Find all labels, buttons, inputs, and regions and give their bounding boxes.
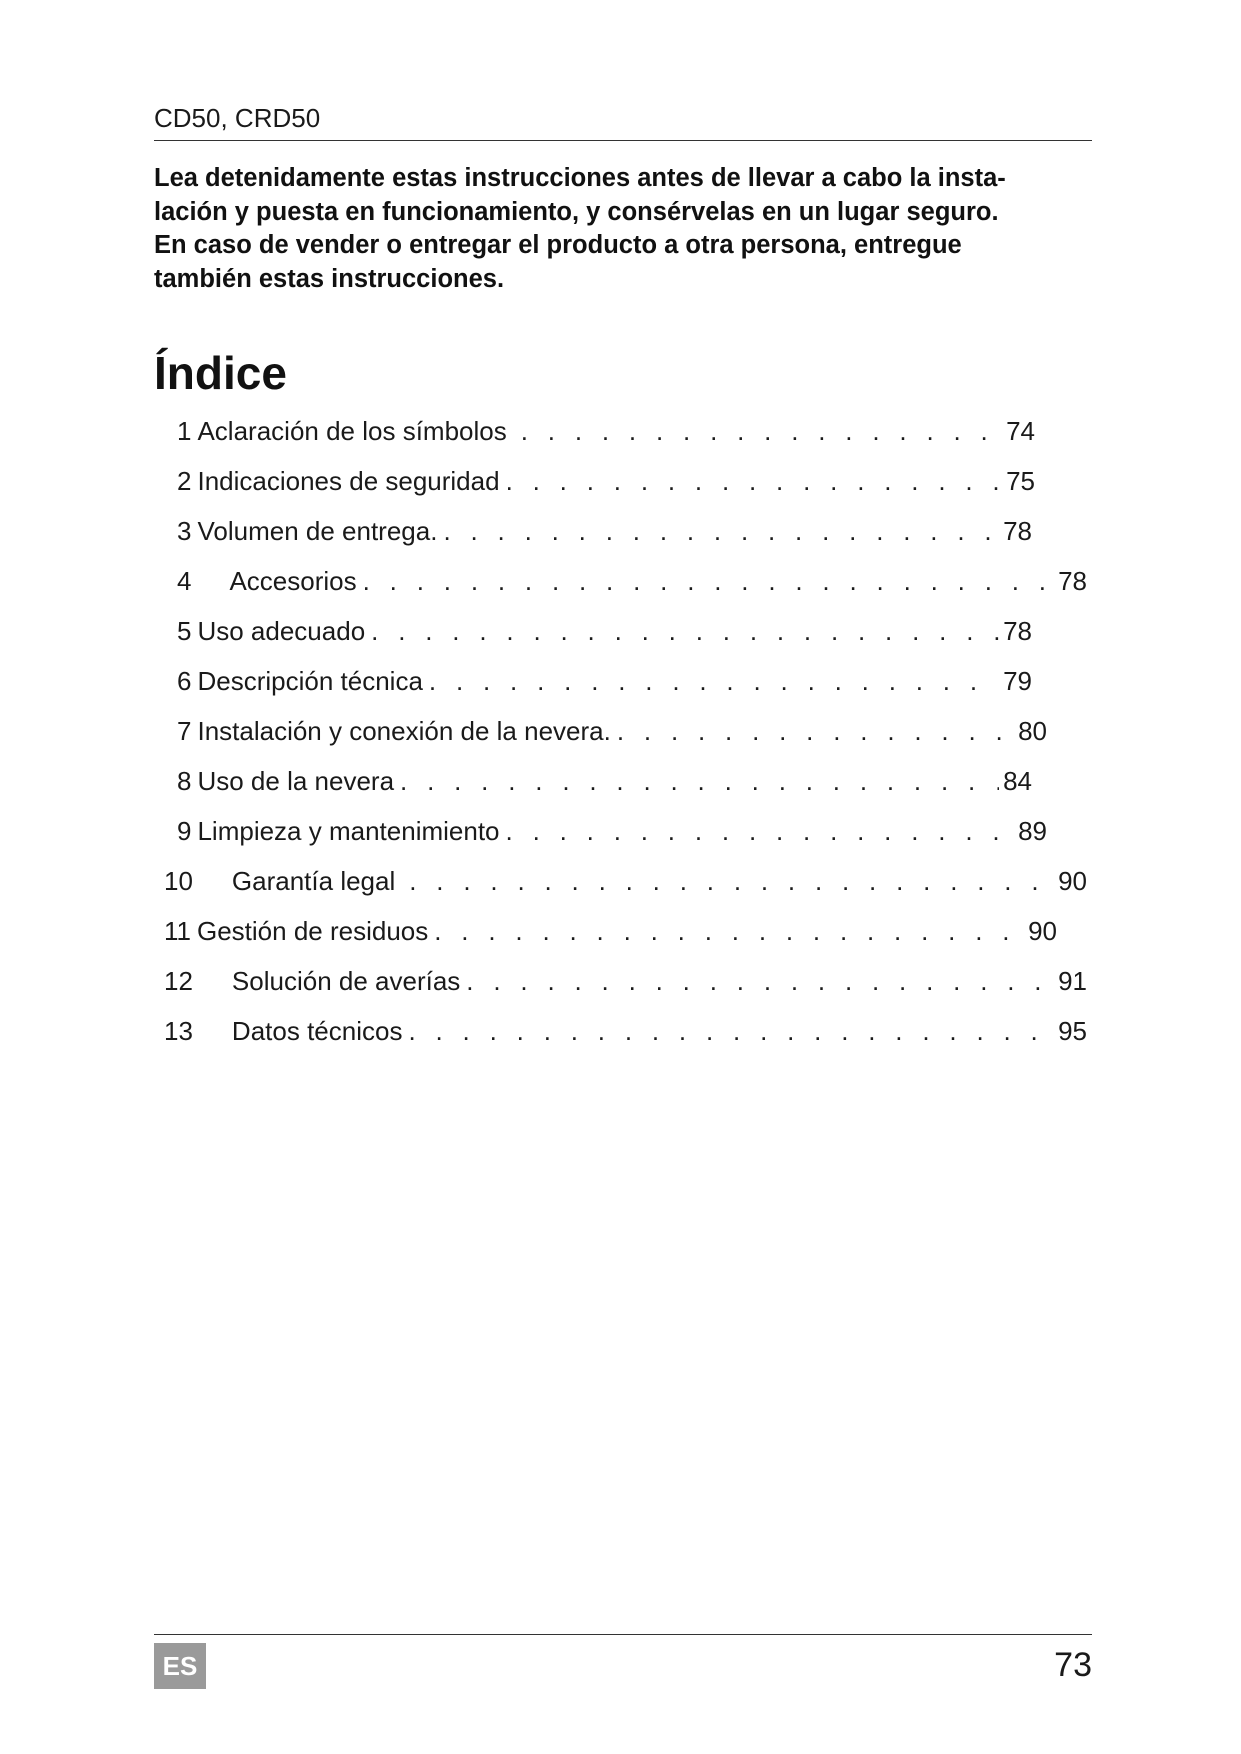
toc-entry-page: 78 bbox=[1058, 566, 1087, 596]
toc-entry-2[interactable] bbox=[177, 461, 1035, 501]
intro-line: Lea detenidamente estas instrucciones antes de llevar a cabo la insta- bbox=[154, 164, 1006, 192]
toc-entry-page: 89 bbox=[1018, 816, 1047, 846]
toc-entry-number: 9 bbox=[177, 816, 192, 846]
toc-entry-7[interactable] bbox=[177, 711, 1047, 751]
intro-notice bbox=[154, 162, 1094, 296]
toc-entry-number: 8 bbox=[177, 766, 192, 796]
toc-entry-title: Datos técnicos bbox=[231, 1016, 403, 1046]
toc-entry-1[interactable] bbox=[177, 411, 1035, 451]
toc-entry-page: 79 bbox=[1003, 666, 1032, 696]
toc-entry-title: Uso adecuado bbox=[197, 616, 366, 646]
dot-leader bbox=[400, 761, 999, 801]
toc-entry-title: Garantía legal bbox=[231, 866, 396, 896]
toc-entry-10[interactable] bbox=[164, 861, 1087, 901]
toc-entry-title: Indicaciones de seguridad bbox=[197, 466, 500, 496]
dot-leader bbox=[617, 711, 1014, 751]
toc-entry-number: 10 bbox=[164, 866, 193, 896]
product-model-title: CD50, CRD50 bbox=[154, 103, 321, 133]
dot-leader bbox=[506, 811, 1015, 851]
toc-entry-number: 2 bbox=[177, 466, 192, 496]
dot-leader bbox=[363, 561, 1054, 601]
toc-entry-11[interactable] bbox=[164, 911, 1057, 951]
toc-entry-page: 84 bbox=[1003, 766, 1032, 796]
page-header bbox=[154, 102, 1092, 141]
toc-entry-number: 7 bbox=[177, 716, 192, 746]
toc-entry-number: 13 bbox=[164, 1016, 193, 1046]
toc-entry-title: Descripción técnica bbox=[197, 666, 423, 696]
dot-leader bbox=[409, 861, 1054, 901]
toc-entry-8[interactable] bbox=[177, 761, 1032, 801]
dot-leader bbox=[466, 961, 1054, 1001]
toc-entry-number: 1 bbox=[177, 416, 192, 446]
dot-leader bbox=[521, 411, 1002, 451]
page-number: 73 bbox=[1054, 1646, 1092, 1684]
toc-entry-6[interactable] bbox=[177, 661, 1032, 701]
toc-entry-page: 80 bbox=[1018, 716, 1047, 746]
toc-entry-3[interactable] bbox=[177, 511, 1032, 551]
toc-entry-12[interactable] bbox=[164, 961, 1087, 1001]
intro-line: también estas instrucciones. bbox=[154, 264, 505, 293]
toc-entry-number: 4 bbox=[177, 566, 192, 596]
toc-entry-title: Gestión de residuos bbox=[197, 916, 429, 946]
dot-leader bbox=[371, 611, 999, 651]
toc-entry-number: 12 bbox=[164, 966, 193, 996]
dot-leader bbox=[429, 661, 999, 701]
dot-leader bbox=[506, 461, 1003, 501]
toc-entry-title: Uso de la nevera bbox=[197, 766, 395, 796]
toc-entry-9[interactable] bbox=[177, 811, 1047, 851]
toc-entry-title: Aclaración de los símbolos bbox=[197, 416, 507, 446]
toc-entry-page: 75 bbox=[1006, 466, 1035, 496]
intro-line: En caso de vender o entregar el producto a otra persona, entregue bbox=[154, 231, 962, 259]
toc-entry-5[interactable] bbox=[177, 611, 1032, 651]
toc-entry-number: 6 bbox=[177, 666, 192, 696]
toc-entry-title: Accesorios bbox=[229, 566, 357, 596]
toc-entry-number: 5 bbox=[177, 616, 192, 646]
toc-entry-page: 95 bbox=[1058, 1016, 1087, 1046]
toc-entry-13[interactable] bbox=[164, 1011, 1087, 1051]
toc-entry-page: 78 bbox=[1003, 516, 1032, 546]
toc-entry-page: 91 bbox=[1058, 966, 1087, 996]
dot-leader bbox=[443, 511, 999, 551]
toc-entry-page: 90 bbox=[1058, 866, 1087, 896]
toc-entry-page: 90 bbox=[1028, 916, 1057, 946]
toc-entry-4[interactable] bbox=[177, 561, 1087, 601]
toc-entry-number: 11 bbox=[164, 916, 191, 946]
page-footer bbox=[154, 1634, 1092, 1695]
dot-leader bbox=[434, 911, 1024, 951]
toc-entry-page: 74 bbox=[1006, 416, 1035, 446]
toc-entry-title: Solución de averías bbox=[231, 966, 461, 996]
toc-entry-page: 78 bbox=[1003, 616, 1032, 646]
toc-entry-title: Instalación y conexión de la nevera. bbox=[197, 716, 611, 746]
language-badge: ES bbox=[154, 1643, 206, 1689]
toc-entry-number: 3 bbox=[177, 516, 192, 546]
toc-entry-title: Volumen de entrega. bbox=[197, 516, 438, 546]
intro-line: lación y puesta en funcionamiento, y consérvelas en un lugar seguro. bbox=[154, 197, 999, 226]
toc-entry-title: Limpieza y mantenimiento bbox=[197, 816, 500, 846]
dot-leader bbox=[408, 1011, 1054, 1051]
toc-heading: Índice bbox=[154, 347, 287, 399]
